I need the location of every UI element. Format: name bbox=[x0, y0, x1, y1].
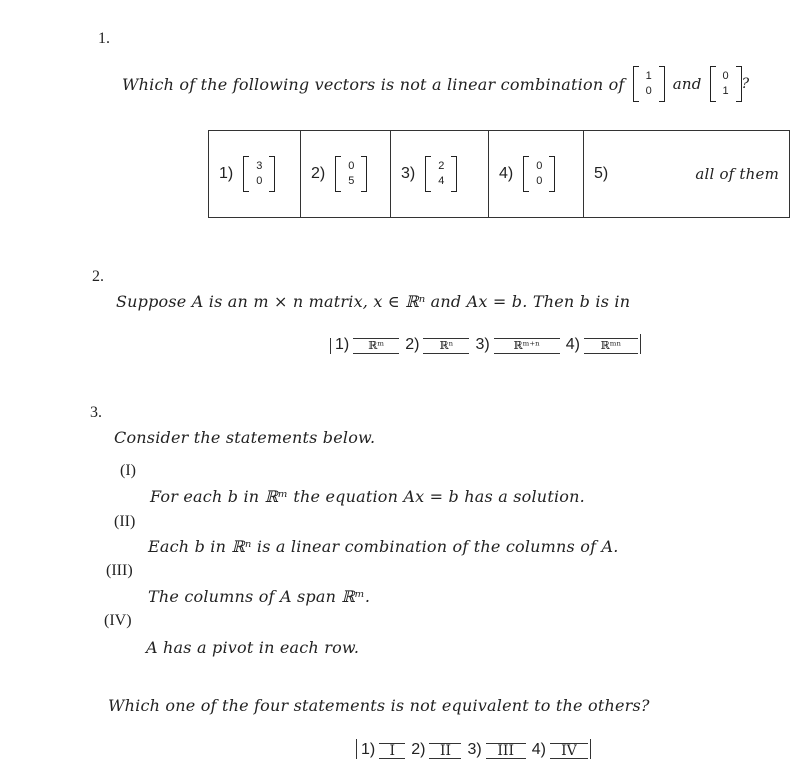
question-2-number: 2. bbox=[92, 268, 104, 285]
q3-option-4[interactable]: 4) IV bbox=[532, 741, 588, 759]
q3-option-1[interactable]: 1) I bbox=[361, 741, 405, 759]
q2-option-2[interactable]: 2) ℝⁿ bbox=[405, 336, 469, 354]
choice-4[interactable]: 4) 0 0 bbox=[489, 131, 584, 217]
choice-2[interactable]: 2) 0 5 bbox=[301, 131, 391, 217]
question-1-prefix: Which of the following vectors is not a linear combination of bbox=[122, 74, 625, 94]
statement-IV-text: A has a pivot in each row. bbox=[146, 638, 360, 657]
statement-I-text: For each b in ℝᵐ the equation Ax = b has a solution. bbox=[150, 487, 585, 506]
statement-II-label: (II) bbox=[114, 513, 136, 530]
statement-III-label: (III) bbox=[106, 562, 133, 579]
question-mark: ? bbox=[741, 76, 750, 92]
statement-I-label: (I) bbox=[120, 462, 136, 479]
question-3-options bbox=[352, 739, 595, 759]
question-2-options bbox=[326, 334, 645, 354]
q2-option-1[interactable]: 1) ℝᵐ bbox=[335, 336, 399, 354]
statement-II-text: Each b in ℝⁿ is a linear combination of the columns of A. bbox=[148, 537, 619, 556]
and-word: and bbox=[672, 75, 702, 93]
choice-1[interactable]: 1) 3 0 bbox=[209, 131, 301, 217]
statement-III-text: The columns of A span ℝᵐ. bbox=[148, 587, 371, 606]
basis-vector-1: 1 0 bbox=[633, 66, 665, 102]
choice-3[interactable]: 3) 2 4 bbox=[391, 131, 489, 217]
basis-vector-2: 0 1 bbox=[710, 66, 742, 102]
statement-IV-label: (IV) bbox=[104, 612, 132, 629]
q2-option-4[interactable]: 4) ℝᵐⁿ bbox=[566, 336, 638, 354]
q3-option-3[interactable]: 3) III bbox=[467, 741, 525, 759]
question-1-text bbox=[122, 66, 749, 102]
question-3-text: Which one of the four statements is not equivalent to the others? bbox=[108, 696, 650, 715]
question-3-intro: Consider the statements below. bbox=[114, 428, 376, 447]
question-1-choices bbox=[208, 130, 790, 218]
question-2-text: Suppose A is an m × n matrix, x ∈ ℝⁿ and Ax = b. Then b is in bbox=[116, 292, 631, 311]
choice-5[interactable]: 5) all of them bbox=[594, 165, 779, 183]
q2-option-3[interactable]: 3) ℝᵐ⁺ⁿ bbox=[475, 336, 559, 354]
question-3-number: 3. bbox=[90, 404, 102, 421]
q3-option-2[interactable]: 2) II bbox=[411, 741, 461, 759]
question-1-number: 1. bbox=[98, 30, 110, 47]
